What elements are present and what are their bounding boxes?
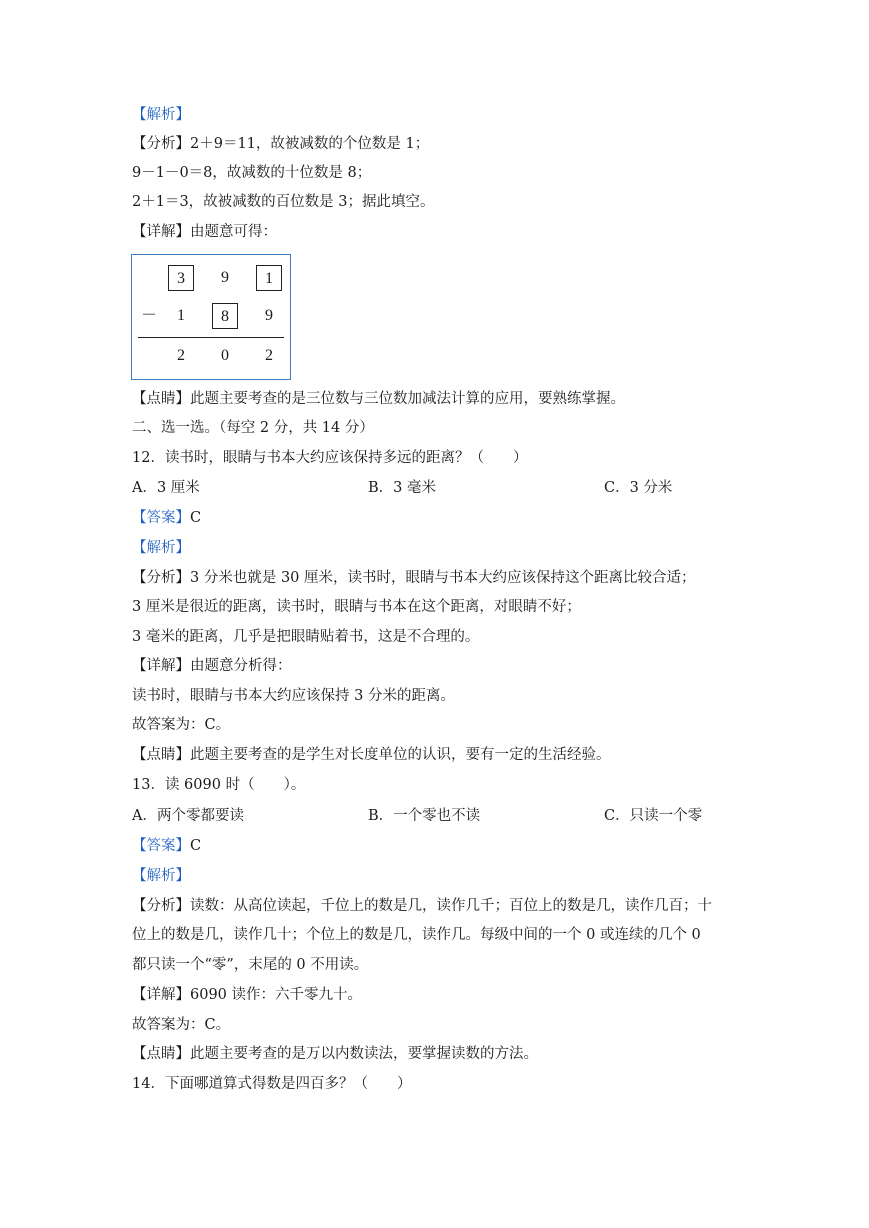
- option-a: A．两个零都要读: [132, 808, 244, 824]
- digit: 2: [265, 347, 273, 364]
- digit: 9: [221, 269, 229, 286]
- option-b: B．一个零也不读: [368, 808, 481, 824]
- section-heading: 二、选一选。（每空 2 分，共 14 分）: [132, 420, 374, 436]
- text-line: 【详解】由题意分析得：: [132, 658, 292, 674]
- text-line: 读书时，眼睛与书本大约应该保持 3 分米的距离。: [132, 688, 455, 704]
- answer-label: 【答案】: [132, 838, 190, 854]
- digit-box: 1: [256, 265, 282, 291]
- text-line: 【点睛】此题主要考查的是万以内数读法，要掌握读数的方法。: [132, 1046, 538, 1062]
- text-line: 【分析】3 分米也就是 30 厘米，读书时，眼睛与书本大约应该保持这个距离比较合适；: [132, 570, 696, 586]
- text-line: 9－1－0＝8，故减数的十位数是 8；: [132, 165, 372, 181]
- answer-label: 【答案】: [132, 510, 190, 526]
- digit-box: 8: [212, 303, 238, 329]
- question-14: 14．下面哪道算式得数是四百多？（ ）: [132, 1076, 412, 1092]
- answer-line: [132, 836, 201, 856]
- text-line: 2＋1＝3，故被减数的百位数是 3；据此填空。: [132, 194, 435, 210]
- text-line: 【分析】2＋9＝11，故被减数的个位数是 1；: [132, 136, 430, 152]
- option-c: C．3 分米: [604, 480, 673, 496]
- sum-rule: [138, 337, 284, 338]
- text-line: 【详解】6090 读作：六千零九十。: [132, 987, 363, 1003]
- text-line: 位上的数是几，读作几十；个位上的数是几，读作几。每级中间的一个 0 或连续的几个 0: [132, 927, 701, 943]
- answer-value: C: [190, 510, 202, 526]
- answer-value: C: [190, 838, 202, 854]
- option-b: B．3 毫米: [368, 480, 436, 496]
- text-line: 3 厘米是很近的距离，读书时，眼睛与书本在这个距离，对眼睛不好；: [132, 599, 581, 615]
- digit: 9: [265, 307, 273, 324]
- analysis-label: 【解析】: [132, 107, 190, 123]
- text-line: 【详解】由题意可得：: [132, 224, 277, 240]
- digit: 1: [177, 307, 185, 324]
- analysis-label: 【解析】: [132, 540, 190, 556]
- digit: 2: [177, 347, 185, 364]
- text-line: 【点睛】此题主要考查的是学生对长度单位的认识，要有一定的生活经验。: [132, 747, 611, 763]
- option-c: C．只读一个零: [604, 808, 703, 824]
- text-line: 【分析】读数：从高位读起，千位上的数是几，读作几千；百位上的数是几，读作几百；十: [132, 898, 712, 914]
- answer-line: [132, 508, 201, 528]
- text-line: 都只读一个“零”，末尾的 0 不用读。: [132, 957, 369, 973]
- option-a: A．3 厘米: [132, 480, 200, 496]
- digit: 0: [221, 347, 229, 364]
- question-12: 12．读书时，眼睛与书本大约应该保持多远的距离？（ ）: [132, 450, 528, 466]
- digit-box: 3: [168, 265, 194, 291]
- question-13: 13．读 6090 时（ ）。: [132, 777, 306, 793]
- analysis-label: 【解析】: [132, 868, 190, 884]
- minus-sign: －: [140, 307, 157, 324]
- text-line: 故答案为：C。: [132, 1017, 231, 1033]
- subtraction-figure: [131, 254, 291, 380]
- text-line: 故答案为：C。: [132, 717, 231, 733]
- text-line: 3 毫米的距离，几乎是把眼睛贴着书，这是不合理的。: [132, 629, 480, 645]
- text-line: 【点睛】此题主要考查的是三位数与三位数加减法计算的应用，要熟练掌握。: [132, 391, 625, 407]
